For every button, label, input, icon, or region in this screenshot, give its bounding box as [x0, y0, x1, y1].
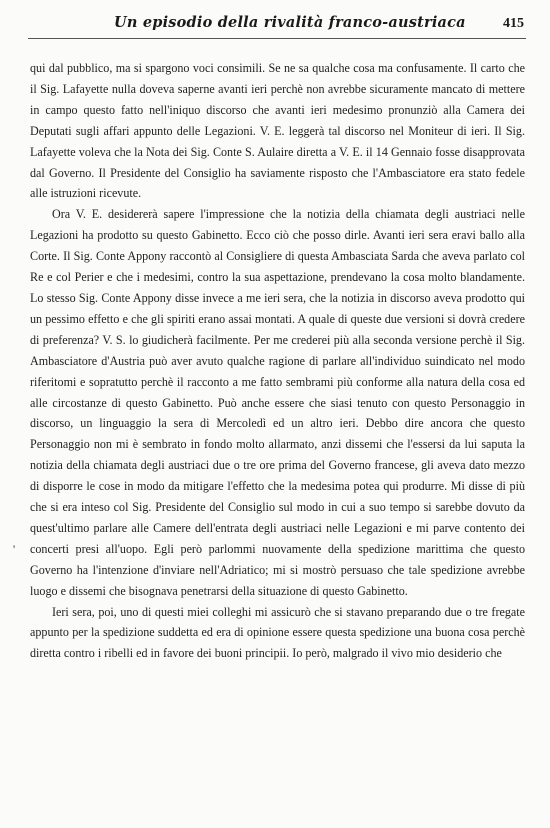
paragraph-3: Ieri sera, poi, uno di questi miei colleghi mi assicurò che si stavano preparando due o tre fregate appunto per la spedizione suddetta ed era di opinione essere questa spedizione una buona cosa perchè diretta contro i ribelli ed in favore dei buoni principii. Io però, malgrado il vivo mio desiderio che — [30, 604, 525, 661]
paragraph-2: Ora V. E. desidererà sapere l'impressione che la notizia della chiamata degli austriaci nelle Legazioni ha prodotto su questo Gabinetto. Ecco ciò che posso dirle. Avanti ieri sera eravi ballo alla Corte. Il Sig. Conte Appony raccontò al Consigliere di questa Ambasciata Sarda che aveva parlato col Re e col Perier e che i medesimi, contro la sua aspettazione, prendevano la cosa molto blandamente. Lo stesso Sig. Conte Appony disse invece a me ieri sera, che la notizia in discorso aveva prodotto qui un pessimo effetto e che gli spiriti erano assai montati. A quale di queste due versioni si dovrà credere di preferenza? V. S. lo giudicherà facilmente. Per me crederei più alla seconda versione perchè il Sig. Ambasciatore d'Austria può aver avuto qualche ragione di parlare all'individuo suindicato nel modo riferitomi e sopratutto perchè il racconto a me fatto sembrami più conforme alla natura della cosa ed alle circostanze di questo Gabinetto. Può anche essere che siasi tenuto con questo Personaggio in discorso, un linguaggio la sera di Mercoledì ed un altro ieri. Debbo dire ancora che questo Personaggio non mi è sembrato in fondo molto allarmato, anzi dissemi che l'essersi da lui saputa la notizia della chiamata degli austriaci due o tre ore prima del Governo francese, gli aveva dato mezzo di disporre le cose in modo da mitigare l'effetto che la medesima potea qui produrre. Mi disse di più che si era inteso col Sig. Presidente del Consiglio sul modo in cui a suo tempo si sarebbe dovuto da quest'ultimo parlare alle Camere dell'entrata degli austriaci nelle Legazioni e mi parve contento dei concerti presi all'uopo. Egli però parlommi nuovamente della spedizione marittima che questo Governo ha l'intenzione d'inviare nell'Adriatico; mi si mostrò persuaso che tale spedizione avrebbe luogo e dissemi che bisognava penetrarsi della situazione di questo Gabinetto. — [30, 207, 525, 598]
page-header — [28, 14, 526, 39]
page-number: 415 — [503, 16, 524, 31]
body-text — [30, 58, 525, 664]
paragraph-1: qui dal pubblico, ma si spargono voci consimili. Se ne sa qualche cosa ma confusamente. Il carto che il Sig. Lafayette nulla doveva saperne avanti ieri perchè non avrebbe sicuramente mancato di mettere in campo questo fatto nell'iniquo discorso che avanti ieri medesimo pronunziò alla Camera dei Deputati sugli affari appunto delle Legazioni. V. E. leggerà tal discorso nel Moniteur di ieri. Il Sig. Lafayette voleva che la Nota dei Sig. Conte S. Aulaire diretta a V. E. il 14 Gennaio fosse disapprovata dal Governo. Il Presidente del Consiglio ha saviamente risposto che l'Ambasciatore era stato fedele alle istruzioni ricevute. — [30, 61, 525, 201]
running-title: Un episodio della rivalità franco-austriaca — [114, 14, 466, 31]
margin-mark: ' — [13, 542, 16, 556]
